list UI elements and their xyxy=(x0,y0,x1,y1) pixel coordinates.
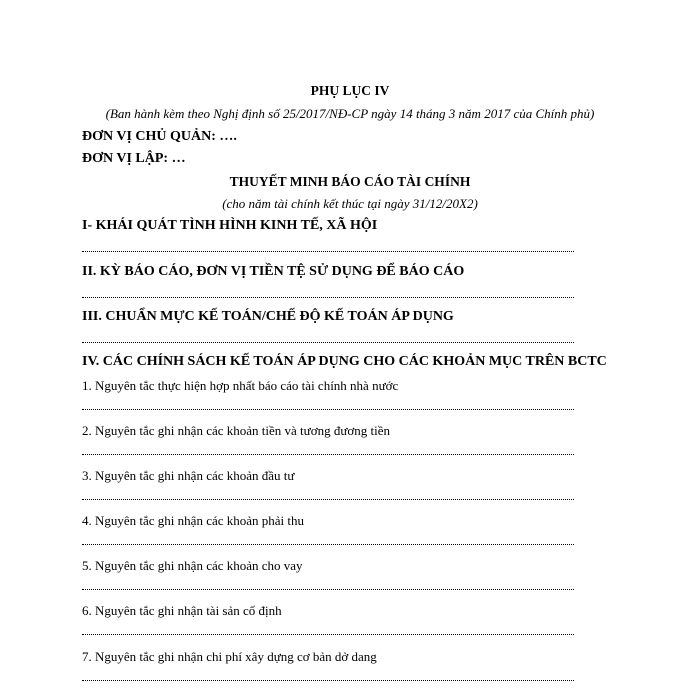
policy-item-4: 4. Nguyên tắc ghi nhận các khoản phải thu xyxy=(82,513,305,528)
fill-in-line xyxy=(82,297,574,298)
fill-in-line xyxy=(82,680,574,681)
appendix-heading: PHỤ LỤC IV xyxy=(310,83,390,98)
section-heading-2: II. KỲ BÁO CÁO, ĐƠN VỊ TIỀN TỆ SỬ DỤNG ĐỂ BÁO CÁO xyxy=(82,264,465,279)
fill-in-line xyxy=(82,544,574,545)
section-heading-3: III. CHUẨN MỰC KẾ TOÁN/CHẾ ĐỘ KẾ TOÁN ÁP DỤNG xyxy=(82,309,454,324)
section-heading-1: I- KHÁI QUÁT TÌNH HÌNH KINH TẾ, XÃ HỘI xyxy=(82,218,378,233)
policy-item-2: 2. Nguyên tắc ghi nhận các khoản tiền và tương đương tiền xyxy=(82,423,390,438)
issued-by-note: (Ban hành kèm theo Nghị định số 25/2017/NĐ-CP ngày 14 tháng 3 năm 2017 của Chính phủ) xyxy=(105,106,595,121)
fill-in-line xyxy=(82,589,574,590)
policy-item-6: 6. Nguyên tắc ghi nhận tài sản cố định xyxy=(82,603,282,618)
fill-in-line xyxy=(82,499,574,500)
section-heading-4: IV. CÁC CHÍNH SÁCH KẾ TOÁN ÁP DỤNG CHO CÁC KHOẢN MỤC TRÊN BCTC xyxy=(82,354,607,369)
document-subtitle: (cho năm tài chính kết thúc tại ngày 31/12/20X2) xyxy=(222,196,478,211)
policy-item-1: 1. Nguyên tắc thực hiện hợp nhất báo cáo tài chính nhà nước xyxy=(82,378,399,393)
fill-in-line xyxy=(82,409,574,410)
document-title: THUYẾT MINH BÁO CÁO TÀI CHÍNH xyxy=(229,174,471,189)
policy-item-5: 5. Nguyên tắc ghi nhận các khoản cho vay xyxy=(82,558,303,573)
policy-item-7: 7. Nguyên tắc ghi nhận chi phí xây dựng cơ bản dở dang xyxy=(82,649,377,664)
fill-in-line xyxy=(82,634,574,635)
fill-in-line xyxy=(82,251,574,252)
supervising-unit-line: ĐƠN VỊ CHỦ QUẢN: …. xyxy=(82,129,237,144)
fill-in-line xyxy=(82,342,574,343)
fill-in-line xyxy=(82,454,574,455)
policy-item-3: 3. Nguyên tắc ghi nhận các khoản đầu tư xyxy=(82,468,295,483)
preparing-unit-line: ĐƠN VỊ LẬP: … xyxy=(82,151,186,166)
